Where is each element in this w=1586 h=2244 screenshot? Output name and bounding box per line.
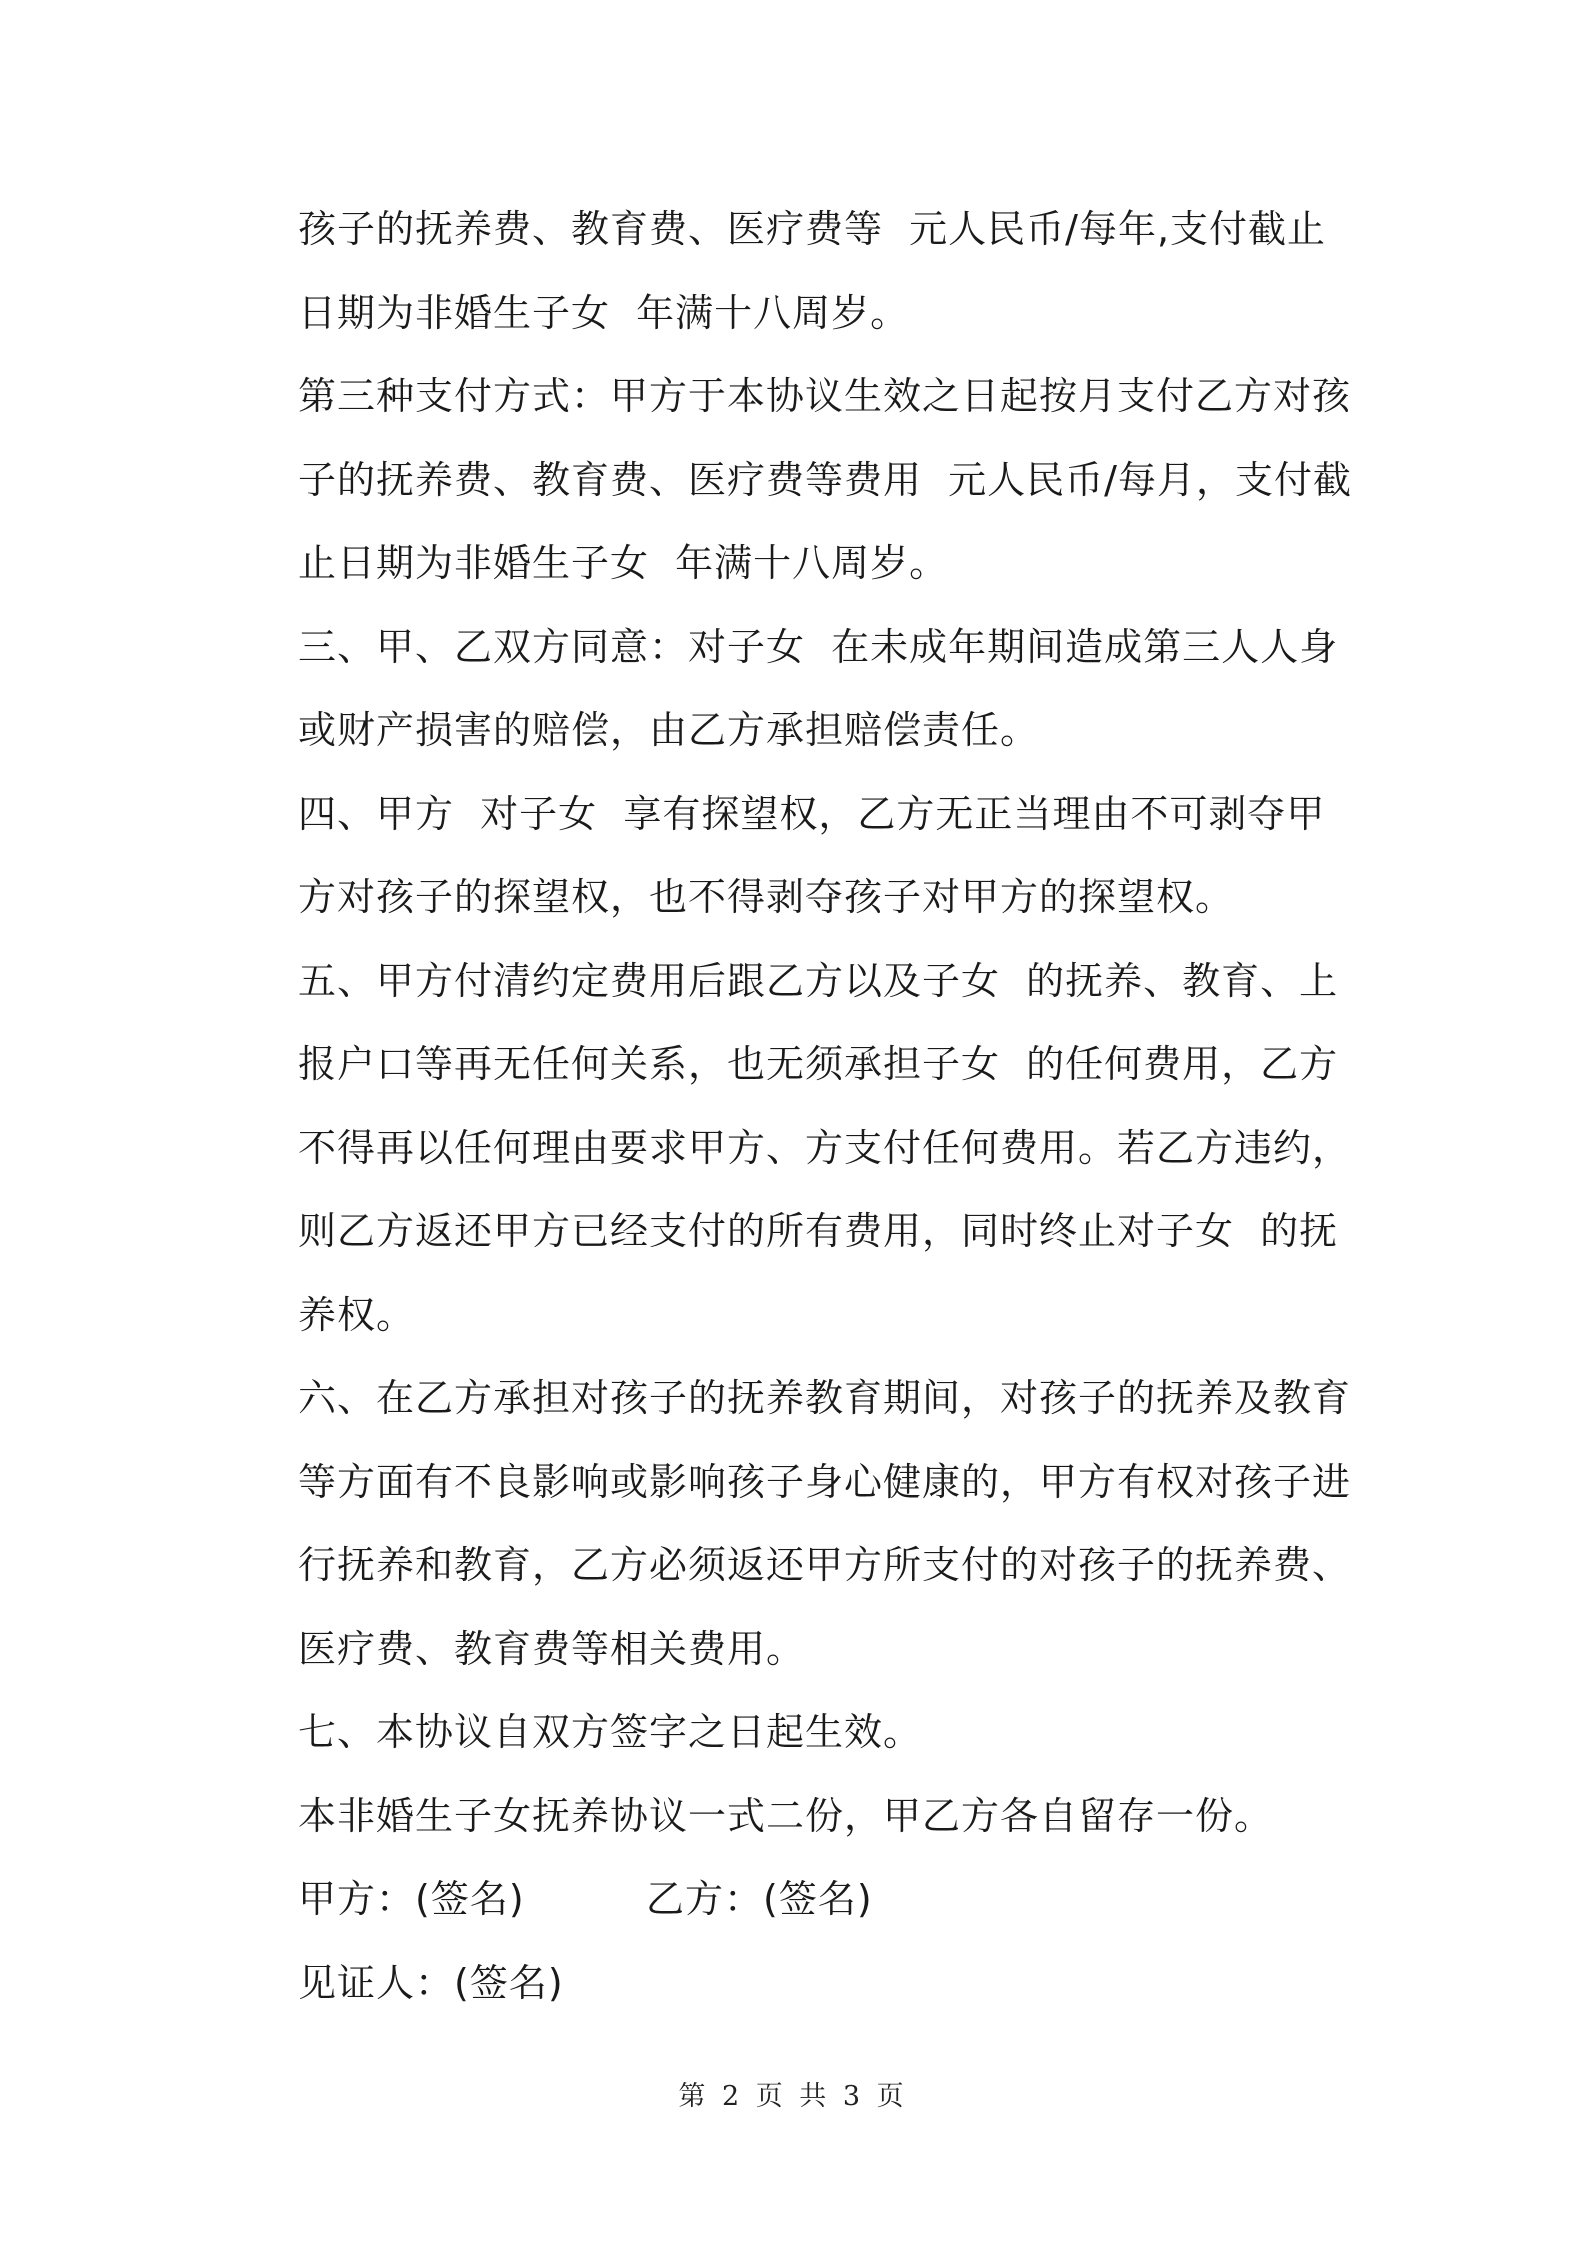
paragraph-clause-three: 三、甲、乙双方同意：对子女 在未成年期间造成第三人人身或财产损害的赔偿，由乙方承担赔偿责任。 <box>298 624 1339 752</box>
paragraph-payment-method-three: 第三种支付方式：甲方于本协议生效之日起按月支付乙方对孩子的抚养费、教育费、医疗费等费用 元人民币/每月，支付截止日期为非婚生子女 年满十八周岁。 <box>298 374 1352 585</box>
paragraph-clause-seven: 七、本协议自双方签字之日起生效。 <box>298 1710 923 1754</box>
paragraph-clause-six: 六、在乙方承担对孩子的抚养教育期间，对孩子的抚养及教育等方面有不良影响或影响孩子身心健康的，甲方有权对孩子进行抚养和教育，乙方必须返还甲方所支付的对孩子的抚养费、医疗费、教育费等相关费用。 <box>298 1376 1352 1671</box>
page-number-footer: 第 2 页 共 3 页 <box>678 2081 908 2112</box>
signature-witness: 见证人：(签名) <box>298 1960 564 2005</box>
signature-row-parties <box>298 1858 1358 1942</box>
signature-party-b: 乙方：(签名) <box>646 1877 873 1921</box>
document-body <box>298 188 1358 2025</box>
signature-party-a: 甲方：(签名) <box>298 1877 525 1921</box>
paragraph-clause-five: 五、甲方付清约定费用后跟乙方以及子女 的抚养、教育、上报户口等再无任何关系，也无须承担子女 的任何费用，乙方不得再以任何理由要求甲方、方支付任何费用。若乙方违约，则乙方返还甲方已经支付的所有费用，同时终止对子女 的抚养权。 <box>298 958 1352 1337</box>
paragraph-copies: 本非婚生子女抚养协议一式二份，甲乙方各自留存一份。 <box>298 1793 1274 1838</box>
paragraph-clause-four: 四、甲方 对子女 享有探望权，乙方无正当理由不可剥夺甲方对孩子的探望权，也不得剥夺孩子对甲方的探望权。 <box>298 791 1326 919</box>
paragraph-payment-annual-continued: 孩子的抚养费、教育费、医疗费等 元人民币/每年,支付截止日期为非婚生子女 年满十八周岁。 <box>298 207 1327 335</box>
